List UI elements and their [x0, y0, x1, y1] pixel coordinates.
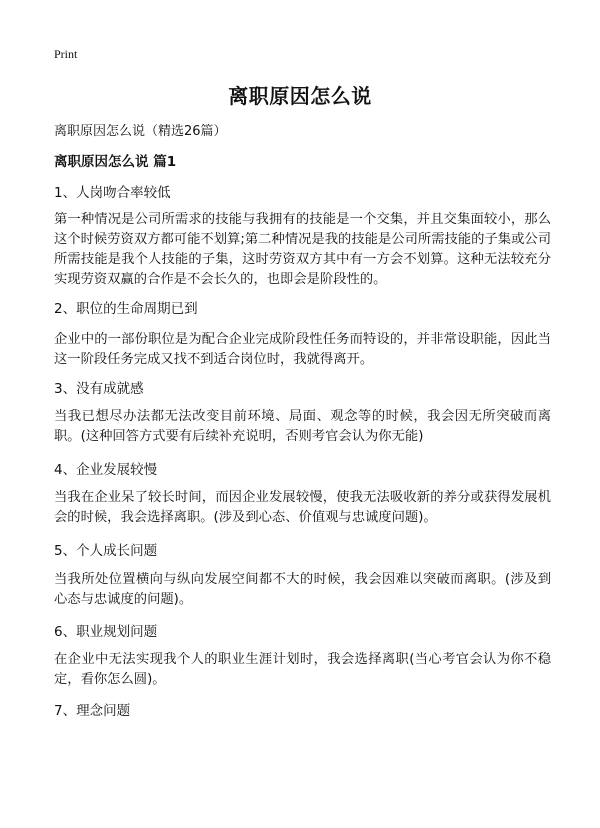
print-link[interactable]: Print — [54, 47, 78, 61]
item-heading-7: 7、理念问题 — [54, 703, 131, 719]
item-paragraph-2: 企业中的一部份职位是为配合企业完成阶段性任务而特设的，并非常设职能，因此当这一阶段任务完成又找不到适合岗位时，我就得离开。 — [54, 332, 551, 367]
item-paragraph-5: 当我所处位置横向与纵向发展空间都不大的时候，我会因难以突破而离职。(涉及到心态与忠诚度的问题)。 — [54, 572, 551, 607]
item-heading-6: 6、职业规划问题 — [54, 624, 158, 640]
section-title: 离职原因怎么说 篇1 — [54, 154, 177, 170]
item-heading-3: 3、没有成就感 — [54, 381, 144, 397]
document-subtitle: 离职原因怎么说（精选26篇） — [54, 124, 227, 139]
item-heading-2: 2、职位的生命周期已到 — [54, 301, 198, 317]
item-heading-5: 5、个人成长问题 — [54, 543, 158, 559]
item-paragraph-6: 在企业中无法实现我个人的职业生涯计划时，我会选择离职(当心考官会认为你不稳定，看你怎么圆)。 — [54, 652, 551, 687]
page-title: 离职原因怎么说 — [228, 84, 372, 108]
item-paragraph-4: 当我在企业呆了较长时间，而因企业发展较慢，使我无法吸收新的养分或获得发展机会的时候，我会选择离职。(涉及到心态、价值观与忠诚度问题)。 — [54, 490, 551, 525]
item-paragraph-3: 当我已想尽办法都无法改变目前环境、局面、观念等的时候，我会因无所突破而离职。(这种回答方式要有后续补充说明，否则考官会认为你无能) — [54, 409, 551, 444]
item-paragraph-1: 第一种情况是公司所需求的技能与我拥有的技能是一个交集，并且交集面较小，那么这个时候劳资双方都可能不划算;第二种情况是我的技能是公司所需技能的子集或公司所需技能是我个人技能的子集，这时劳资双方其中有一方会不划算。这种无法较充分实现劳资双赢的合作是不会长久的，也即会是阶段性的。 — [54, 212, 551, 287]
item-heading-1: 1、人岗吻合率较低 — [54, 185, 171, 201]
item-heading-4: 4、企业发展较慢 — [54, 462, 158, 478]
